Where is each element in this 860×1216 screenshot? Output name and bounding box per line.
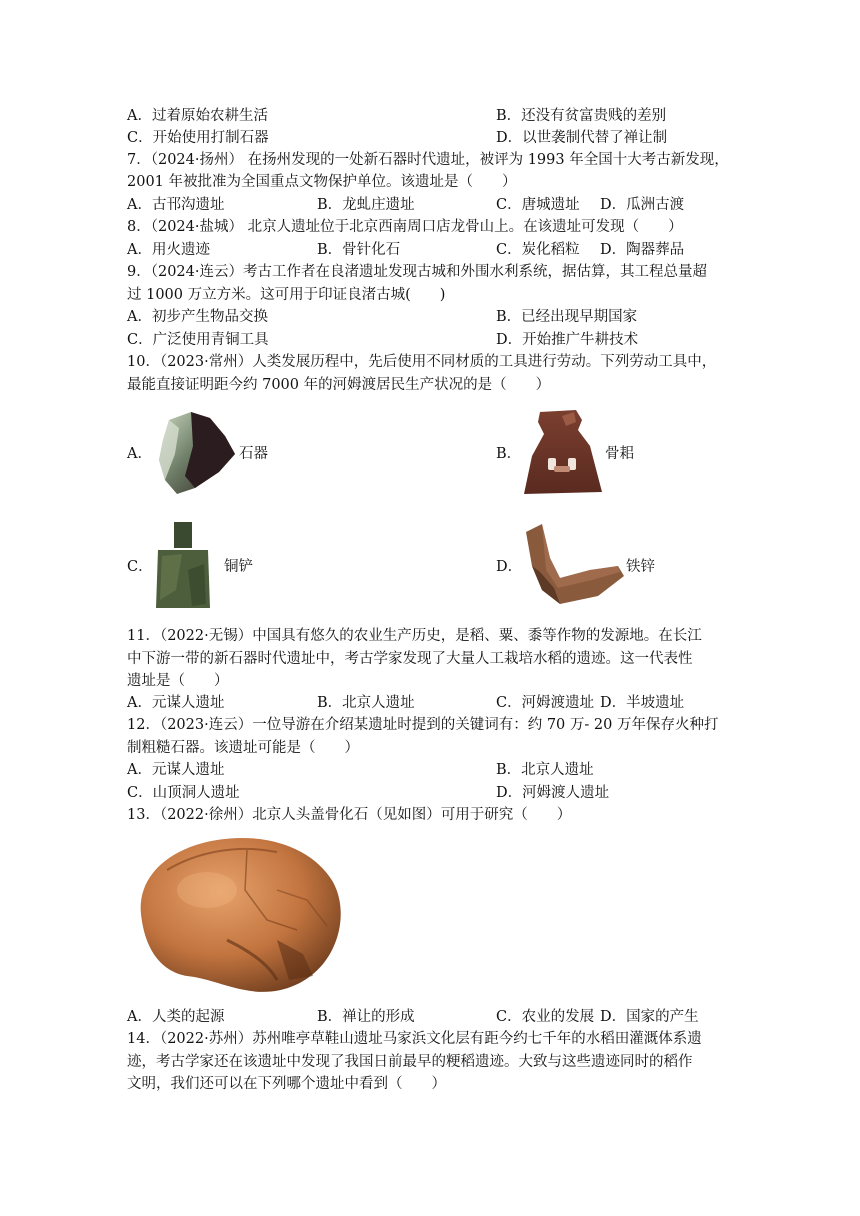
q11-option-a[interactable]: A．元谋人遗址 — [127, 695, 225, 711]
q8-option-b[interactable]: B．骨针化石 — [317, 242, 401, 258]
q10-option-b-caption: 骨耜 — [605, 446, 634, 462]
q8-option-d[interactable]: D．陶器葬品 — [600, 242, 685, 258]
q10-option-a-letter[interactable]: A． — [127, 446, 152, 462]
q11-stem-line1: 11．（2022·无锡）中国具有悠久的农业生产历史，是稻、粟、黍等作物的发源地。在长江 — [127, 628, 702, 644]
q12-option-b[interactable]: B．北京人遗址 — [496, 762, 594, 778]
q13-stem-line1: 13．（2022·徐州）北京人头盖骨化石（见如图）可用于研究（ ） — [127, 807, 572, 823]
q11-option-b[interactable]: B．北京人遗址 — [317, 695, 415, 711]
q14-stem-line2: 迹，考古学家还在该遗址中发现了我国日前最早的粳稻遗迹。大致与这些遗迹同时的稻作 — [127, 1054, 693, 1070]
q10-stem-line1: 10．（2023·常州）人类发展历程中，先后使用不同材质的工具进行劳动。下列劳动工具中， — [127, 354, 717, 370]
q13-option-b[interactable]: B．禅让的形成 — [317, 1009, 415, 1025]
q13-option-a[interactable]: A．人类的起源 — [127, 1009, 225, 1025]
q11-stem-line2: 中下游一带的新石器时代遗址中，考古学家发现了大量人工栽培水稻的遗迹。这一代表性 — [127, 651, 693, 667]
q13-option-c[interactable]: C．农业的发展 — [496, 1009, 595, 1025]
q14-stem-line1: 14．（2022·苏州）苏州唯亭草鞋山遗址马家浜文化层有距今约七千年的水稻田灌溉体系遗 — [127, 1031, 702, 1047]
q11-option-c[interactable]: C．河姆渡遗址 — [496, 695, 595, 711]
q7-option-b[interactable]: B．龙虬庄遗址 — [317, 197, 415, 213]
q9-option-c[interactable]: C．广泛使用青铜工具 — [127, 332, 269, 348]
q10-stem-line2: 最能直接证明距今约 7000 年的河姆渡居民生产状况的是（ ） — [127, 377, 551, 393]
q7-option-d[interactable]: D．瓜洲古渡 — [600, 197, 685, 213]
q12-stem-line1: 12．（2023·连云）一位导游在介绍某遗址时提到的关键词有：约 70 万- 20 万年保存火种打 — [127, 717, 719, 733]
q8-option-a[interactable]: A．用火遗迹 — [127, 242, 210, 258]
q7-stem-line1: 7．（2024·扬州） 在扬州发现的一处新石器时代遗址，被评为 1993 年全国十大考古新发现， — [127, 152, 729, 168]
q11-option-d[interactable]: D．半坡遗址 — [600, 695, 685, 711]
bone-spade-image — [518, 406, 606, 498]
bronze-shovel-image — [152, 520, 214, 610]
q9-stem-line1: 9．（2024·连云）考古工作者在良渚遗址发现古城和外围水利系统，据估算，其工程总量超 — [127, 264, 707, 280]
q7-option-c[interactable]: C．唐城遗址 — [496, 197, 580, 213]
q6-option-b[interactable]: B．还没有贫富贵贱的差别 — [496, 108, 667, 124]
q6-option-d[interactable]: D．以世袭制代替了禅让制 — [496, 130, 668, 146]
q9-option-b[interactable]: B．已经出现早期国家 — [496, 309, 638, 325]
q12-option-c[interactable]: C．山顶洞人遗址 — [127, 785, 240, 801]
q10-option-d-letter[interactable]: D． — [496, 559, 523, 575]
iron-plough-image — [520, 518, 626, 608]
q10-option-b-letter[interactable]: B． — [496, 446, 522, 462]
q12-stem-line2: 制粗糙石器。该遗址可能是（ ） — [127, 740, 359, 756]
q8-option-c[interactable]: C．炭化稻粒 — [496, 242, 580, 258]
q9-option-d[interactable]: D．开始推广牛耕技术 — [496, 332, 639, 348]
q6-option-c[interactable]: C．开始使用打制石器 — [127, 130, 269, 146]
skull-fossil-image — [127, 830, 349, 998]
q10-option-d-caption: 铁锌 — [626, 559, 655, 575]
q12-option-d[interactable]: D．河姆渡人遗址 — [496, 785, 610, 801]
q7-option-a[interactable]: A．古邗沟遗址 — [127, 197, 225, 213]
q11-stem-line3: 遗址是（ ） — [127, 673, 229, 689]
stone-tool-image — [155, 410, 237, 496]
q6-option-a[interactable]: A．过着原始农耕生活 — [127, 108, 268, 124]
q9-option-a[interactable]: A．初步产生物品交换 — [127, 309, 268, 325]
q7-stem-line2: 2001 年被批准为全国重点文物保护单位。该遗址是（ ） — [127, 174, 517, 190]
q14-stem-line3: 文明，我们还可以在下列哪个遗址中看到（ ） — [127, 1076, 446, 1092]
q10-option-c-letter[interactable]: C． — [127, 559, 153, 575]
q9-stem-line2: 过 1000 万立方米。这可用于印证良渚古城( ) — [127, 287, 446, 303]
q10-option-a-caption: 石器 — [239, 446, 268, 462]
q10-option-c-caption: 铜铲 — [224, 559, 253, 575]
q13-option-d[interactable]: D．国家的产生 — [600, 1009, 699, 1025]
q12-option-a[interactable]: A．元谋人遗址 — [127, 762, 225, 778]
q8-stem-line1: 8．（2024·盐城） 北京人遗址位于北京西南周口店龙骨山上。在该遗址可发现（ ） — [127, 219, 683, 235]
